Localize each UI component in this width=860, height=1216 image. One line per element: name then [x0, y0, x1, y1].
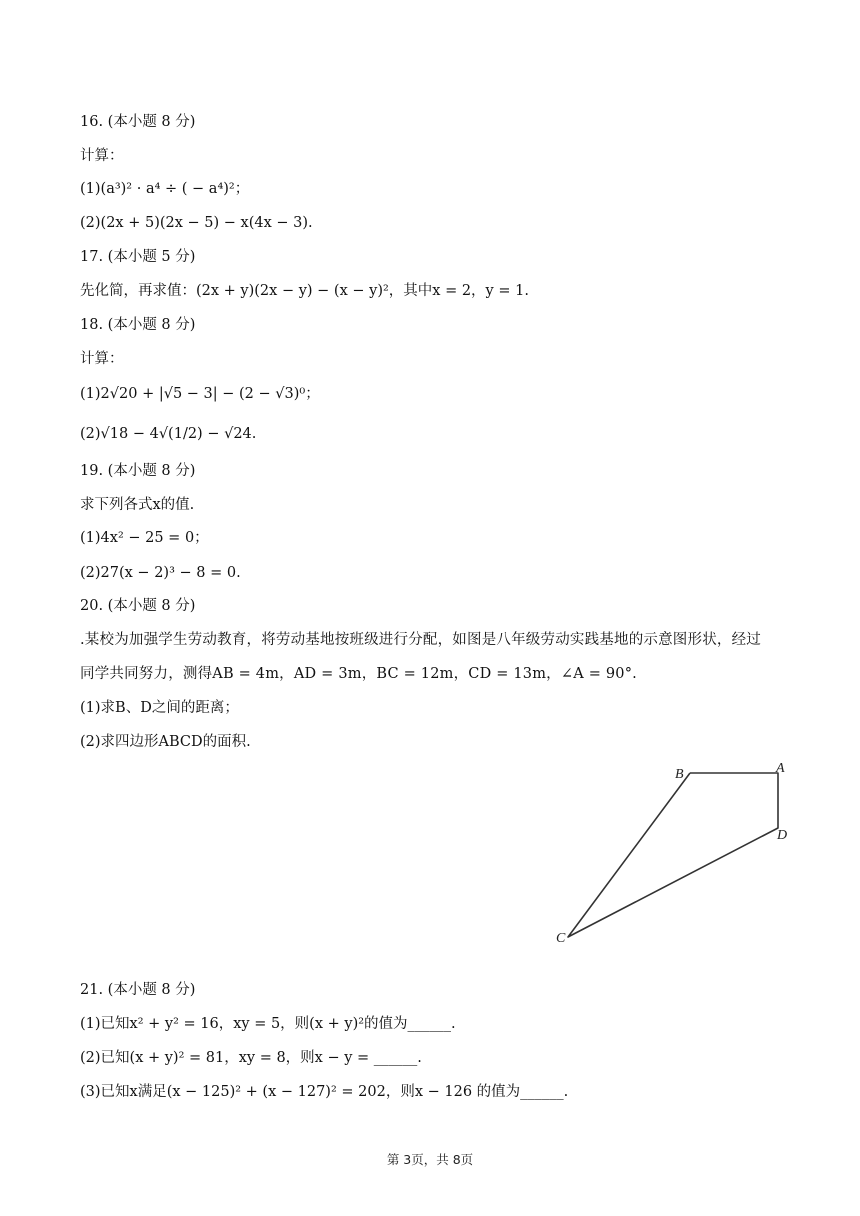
q19-instruction: 求下列各式x的值. — [80, 497, 195, 513]
q19-item-1: (1)4x² − 25 = 0； — [80, 530, 209, 546]
q21-item-1: (1)已知x² + y² = 16，xy = 5，则(x + y)²的值为______. — [80, 1016, 456, 1032]
label-d: D — [777, 828, 788, 843]
label-c: C — [556, 931, 566, 946]
q21-header: 21. (本小题 8 分) — [80, 982, 196, 998]
q20-text-line-2: 同学共同努力，测得AB = 4m，AD = 3m，BC = 12m，CD = 13m，∠A = 90°. — [80, 666, 637, 682]
q17-text: 先化简，再求值：(2x + y)(2x − y) − (x − y)²，其中x = 2，y = 1. — [80, 283, 529, 299]
q20-item-2: (2)求四边形ABCD的面积. — [80, 734, 251, 750]
q20-item-1: (1)求B、D之间的距离； — [80, 700, 239, 716]
q21-item-2: (2)已知(x + y)² = 81，xy = 8，则x − y = ______. — [80, 1050, 422, 1066]
q16-header: 16. (本小题 8 分) — [80, 114, 196, 130]
quadrilateral-outline — [568, 773, 778, 937]
q20-header: 20. (本小题 8 分) — [80, 598, 196, 614]
q18-item-1: (1)2√20 + |√5 − 3| − (2 − √3)⁰； — [80, 386, 320, 402]
q18-instruction: 计算： — [80, 351, 124, 367]
quadrilateral-figure — [540, 755, 800, 955]
q19-item-2: (2)27(x − 2)³ − 8 = 0. — [80, 565, 241, 581]
q18-header: 18. (本小题 8 分) — [80, 317, 196, 333]
q20-text-line-1: .某校为加强学生劳动教育，将劳动基地按班级进行分配，如图是八年级劳动实践基地的示意图形状，经过 — [80, 632, 762, 648]
page-footer: 第 3页，共 8页 — [386, 1152, 474, 1167]
q19-header: 19. (本小题 8 分) — [80, 463, 196, 479]
q21-item-3: (3)已知x满足(x − 125)² + (x − 127)² = 202，则x − 126 的值为______. — [80, 1084, 569, 1100]
q16-item-1: (1)(a³)² · a⁴ ÷ ( − a⁴)²； — [80, 181, 250, 197]
q18-item-2: (2)√18 − 4√(1/2) − √24. — [80, 426, 257, 442]
label-a: A — [776, 761, 785, 776]
q16-item-2: (2)(2x + 5)(2x − 5) − x(4x − 3). — [80, 215, 313, 231]
label-b: B — [675, 767, 684, 782]
q16-instruction: 计算： — [80, 148, 124, 164]
q17-header: 17. (本小题 5 分) — [80, 249, 196, 265]
